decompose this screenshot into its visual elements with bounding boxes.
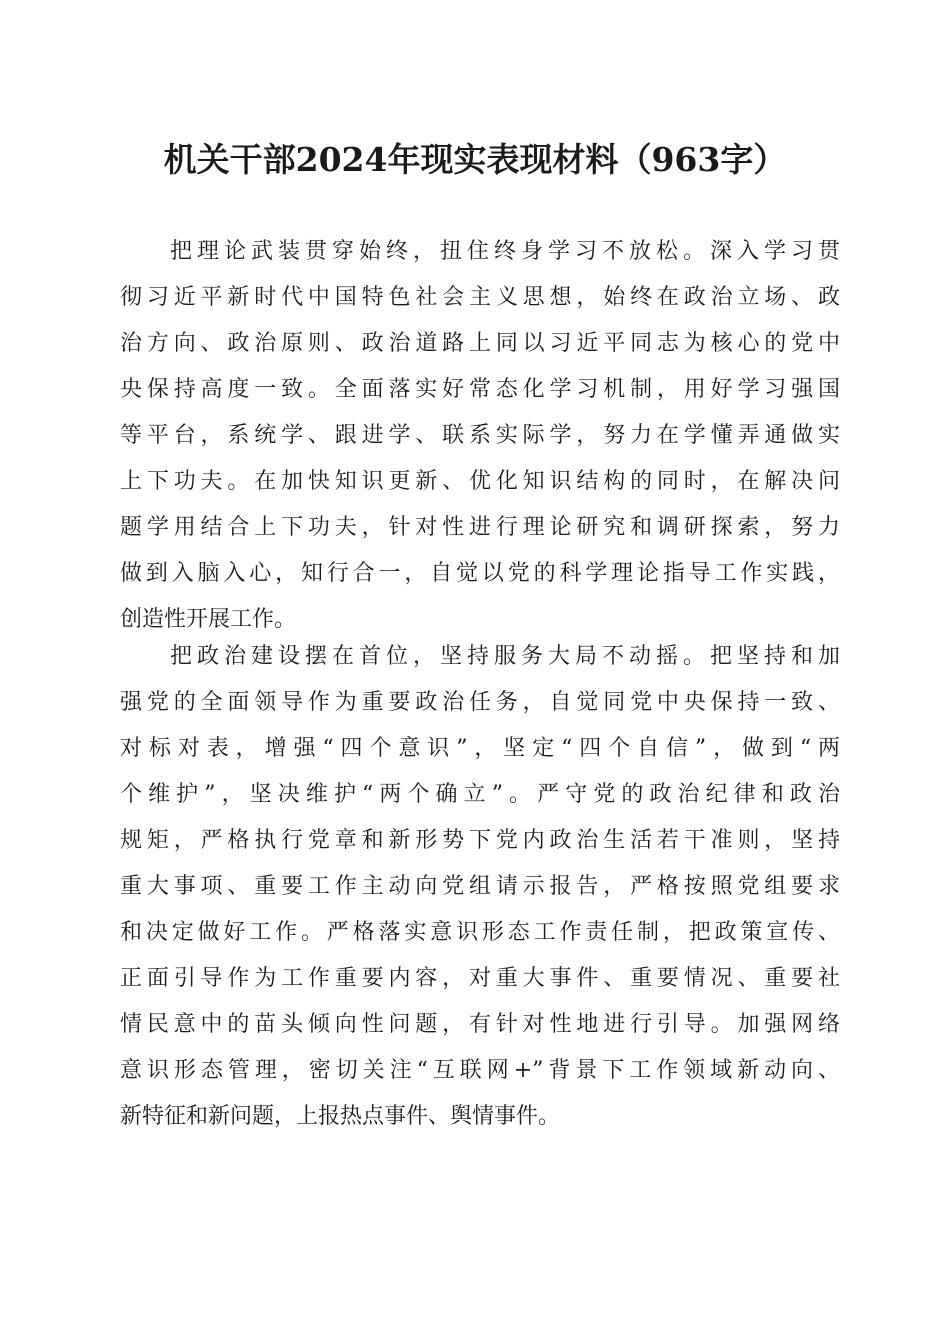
paragraph-line: 新特征和新问题，上报热点事件、舆情事件。 (120, 1104, 561, 1129)
paragraph-line: 题学用结合上下功夫，针对性进行理论研究和调研探索，努力 (120, 515, 840, 540)
paragraph-line: 情民意中的苗头倾向性问题，有针对性地进行引导。加强网络 (120, 1012, 840, 1037)
paragraph-line: 把政治建设摆在首位，坚持服务大局不动摇。把坚持和加 (170, 644, 840, 669)
paragraph-line: 上下功夫。在加快知识更新、优化知识结构的同时，在解决问 (120, 469, 840, 494)
paragraph-line: 强党的全面领导作为重要政治任务，自觉同党中央保持一致、 (120, 690, 840, 715)
paragraph-line: 规矩，严格执行党章和新形势下党内政治生活若干准则，坚持 (120, 828, 840, 853)
paragraph-line: 把理论武装贯穿始终，扭住终身学习不放松。深入学习贯 (170, 239, 840, 264)
paragraph-line: 做到入脑入心，知行合一，自觉以党的科学理论指导工作实践， (120, 561, 840, 586)
paragraph-line: 意识形态管理，密切关注“互联网+”背景下工作领域新动向、 (120, 1058, 840, 1083)
paragraph-line: 央保持高度一致。全面落实好常态化学习机制，用好学习强国 (120, 377, 840, 402)
paragraph-line: 创造性开展工作。 (120, 607, 297, 632)
paragraph-line: 对标对表，增强“四个意识”，坚定“四个自信”，做到“两 (120, 736, 840, 761)
paragraph-line: 个维护”，坚决维护“两个确立”。严守党的政治纪律和政治 (120, 782, 840, 807)
paragraph-line: 治方向、政治原则、政治道路上同以习近平同志为核心的党中 (120, 331, 840, 356)
document-title: 机关干部2024年现实表现材料（963字） (163, 140, 787, 179)
paragraph-line: 重大事项、重要工作主动向党组请示报告，严格按照党组要求 (120, 874, 840, 899)
paragraph-line: 正面引导作为工作重要内容，对重大事件、重要情况、重要社 (120, 966, 840, 991)
paragraph-line: 等平台，系统学、跟进学、联系实际学，努力在学懂弄通做实 (120, 423, 840, 448)
paragraph-line: 彻习近平新时代中国特色社会主义思想，始终在政治立场、政 (120, 285, 840, 310)
paragraph-line: 和决定做好工作。严格落实意识形态工作责任制，把政策宣传、 (120, 920, 840, 945)
